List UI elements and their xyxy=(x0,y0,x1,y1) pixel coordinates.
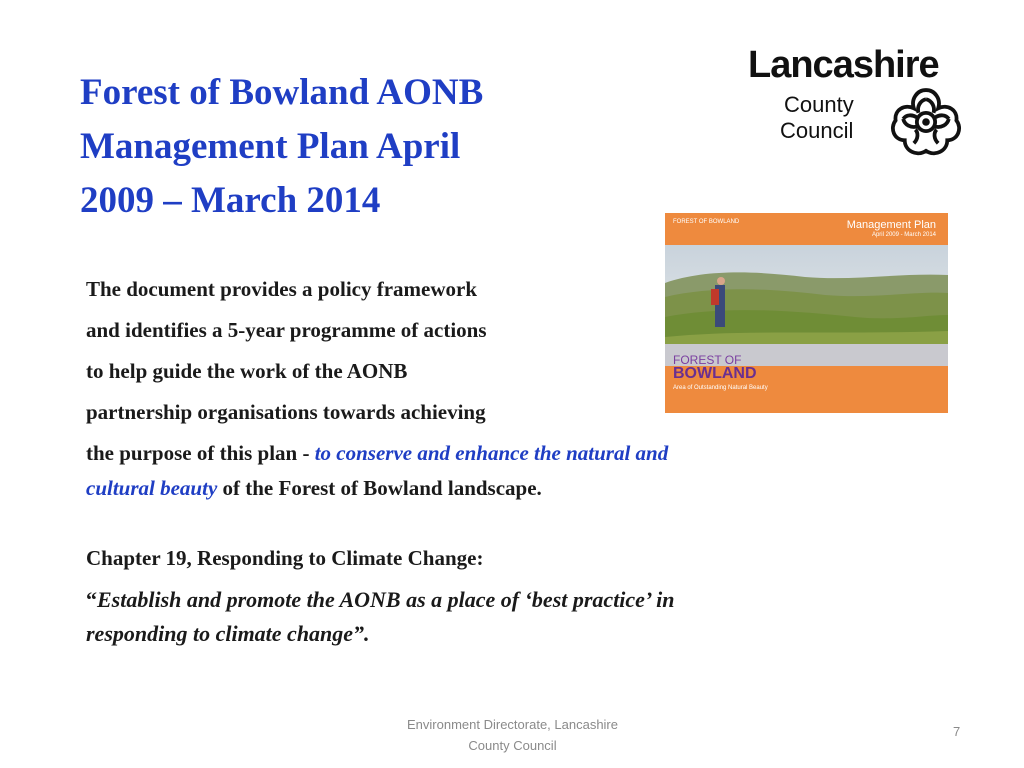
cover-small-logo: FOREST OF BOWLAND xyxy=(673,219,740,225)
cover-header: Management Plan xyxy=(846,219,936,231)
body-line-4: partnership organisations towards achieving xyxy=(86,400,486,424)
logo-line-council: Council xyxy=(780,118,854,143)
title-line-2: Management Plan April xyxy=(80,126,461,167)
slide-title xyxy=(80,66,640,228)
footer-line-1: Environment Directorate, Lancashire xyxy=(407,717,618,732)
quote-open-mark: “ xyxy=(86,587,97,612)
quote-line-2: responding to climate change”. xyxy=(86,621,370,646)
body-line-6 xyxy=(86,476,906,501)
lancashire-county-council-logo xyxy=(748,44,978,159)
purpose-emphasis: to conserve and enhance the natural and xyxy=(314,441,669,465)
purpose-emphasis-end: cultural beauty xyxy=(86,476,218,500)
cover-tagline: Area of Outstanding Natural Beauty xyxy=(673,385,768,391)
body-line-5 xyxy=(86,441,906,466)
body-line-3: to help guide the work of the AONB xyxy=(86,359,408,383)
title-line-3: 2009 – March 2014 xyxy=(80,180,381,221)
logo-line-county: County xyxy=(784,92,854,117)
title-line-1: Forest of Bowland AONB xyxy=(80,72,484,113)
quote-line-1 xyxy=(86,587,675,613)
page-number: 7 xyxy=(953,724,961,739)
cover-name-line-1: FOREST OF xyxy=(673,353,742,367)
footer-line-2: County Council xyxy=(468,738,557,753)
body-line-6-suffix: of the Forest of Bowland landscape. xyxy=(217,476,542,500)
quote-text-1: Establish and promote the AONB as a place of ‘best practice’ in xyxy=(97,587,675,612)
body-line-2: and identifies a 5-year programme of actions xyxy=(86,318,487,342)
logo-wordmark: Lancashire xyxy=(748,44,939,86)
cover-date: April 2009 - March 2014 xyxy=(871,232,936,238)
chapter-heading: Chapter 19, Responding to Climate Change: xyxy=(86,546,484,570)
red-rose-icon xyxy=(888,84,964,160)
body-line-1: The document provides a policy framework xyxy=(86,277,478,301)
body-line-5-prefix: the purpose of this plan - xyxy=(86,441,315,465)
cover-name-line-2: BOWLAND xyxy=(673,365,757,382)
slide-footer xyxy=(360,714,665,756)
